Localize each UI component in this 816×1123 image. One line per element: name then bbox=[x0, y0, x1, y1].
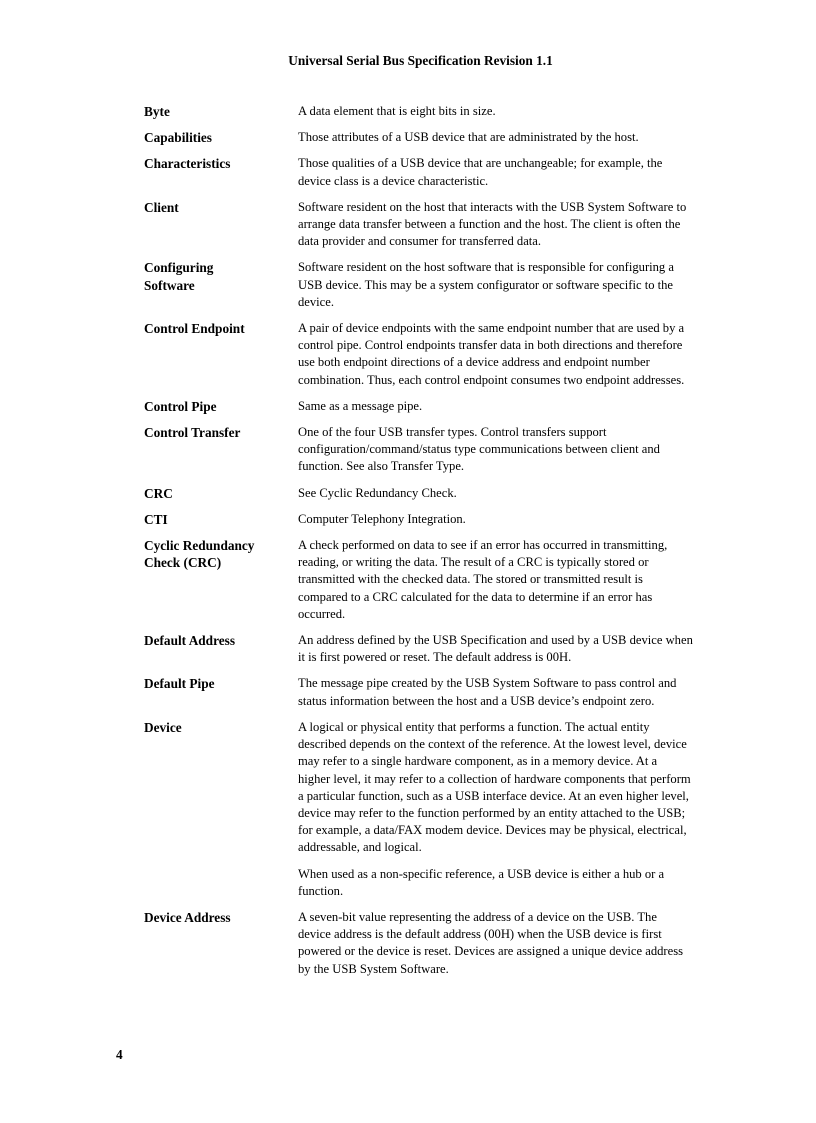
glossary-entry bbox=[144, 719, 722, 900]
definition-line: control pipe. Control endpoints transfer data in both directions and therefore bbox=[298, 338, 683, 353]
term-line: CRC bbox=[144, 485, 173, 501]
definition-line: occurred. bbox=[298, 606, 346, 621]
term-line: Control Endpoint bbox=[144, 321, 245, 337]
glossary-term bbox=[144, 511, 298, 528]
glossary-term bbox=[144, 103, 298, 120]
term-line: Device bbox=[144, 719, 182, 735]
glossary-term bbox=[144, 155, 298, 189]
glossary-entry bbox=[144, 103, 722, 120]
glossary-definition bbox=[298, 398, 722, 415]
term-line: Check (CRC) bbox=[144, 555, 222, 571]
term-line: Default Pipe bbox=[144, 676, 215, 692]
glossary-entry bbox=[144, 398, 722, 415]
glossary-entry bbox=[144, 675, 722, 709]
definition-line: status information between the host and a USB device’s endpoint zero. bbox=[298, 693, 655, 708]
definition-paragraph bbox=[298, 398, 722, 415]
glossary-entry bbox=[144, 259, 722, 311]
definition-paragraph bbox=[298, 675, 722, 709]
glossary-definition bbox=[298, 511, 722, 528]
term-line: Control Transfer bbox=[144, 425, 241, 441]
glossary-term bbox=[144, 485, 298, 502]
definition-line: by the USB System Software. bbox=[298, 961, 449, 976]
glossary-entry bbox=[144, 511, 722, 528]
glossary-definition bbox=[298, 320, 722, 389]
glossary-definition bbox=[298, 199, 722, 251]
glossary-term bbox=[144, 424, 298, 476]
page-number: 4 bbox=[116, 1047, 123, 1062]
glossary-entry bbox=[144, 199, 722, 251]
definition-line: combination. Thus, each control endpoint consumes two endpoint addresses. bbox=[298, 372, 685, 387]
definition-paragraph bbox=[298, 485, 722, 502]
definition-line: function. See also Transfer Type. bbox=[298, 459, 465, 474]
definition-line: device. bbox=[298, 294, 335, 309]
definition-paragraph bbox=[298, 511, 722, 528]
definition-line: a particular function, such as a USB interface device. At an even higher level, bbox=[298, 788, 689, 803]
page-header: Universal Serial Bus Specification Revision 1.1 bbox=[288, 53, 553, 68]
definition-line: it is first powered or reset. The default address is 00H. bbox=[298, 650, 572, 665]
glossary-term bbox=[144, 129, 298, 146]
definition-line: for example, a data/FAX modem device. Devices may be physical, electrical, bbox=[298, 823, 687, 838]
glossary-definition bbox=[298, 259, 722, 311]
definition-line: Those attributes of a USB device that are administrated by the host. bbox=[298, 130, 639, 145]
glossary-term bbox=[144, 320, 298, 389]
term-line: CTI bbox=[144, 511, 168, 527]
term-line: Configuring bbox=[144, 260, 214, 276]
definition-paragraph bbox=[298, 719, 722, 857]
definition-line: device address is the default address (00H) when the USB device is first bbox=[298, 927, 662, 942]
glossary-entry bbox=[144, 155, 722, 189]
definition-line: One of the four USB transfer types. Control transfers support bbox=[298, 425, 607, 440]
glossary-definition bbox=[298, 155, 722, 189]
term-line: Control Pipe bbox=[144, 398, 217, 414]
definition-line: Same as a message pipe. bbox=[298, 398, 423, 413]
definition-line: USB device. This may be a system configurator or software specific to the bbox=[298, 277, 674, 292]
glossary-entry bbox=[144, 129, 722, 146]
glossary-term bbox=[144, 199, 298, 251]
definition-line: may refer to a single hardware component, as in a memory device. At a bbox=[298, 754, 658, 769]
definition-line: The message pipe created by the USB System Software to pass control and bbox=[298, 676, 677, 691]
glossary-entry bbox=[144, 485, 722, 502]
definition-line: A seven-bit value representing the address of a device on the USB. The bbox=[298, 909, 657, 924]
definition-line: powered or the device is reset. Devices are assigned a unique device address bbox=[298, 944, 684, 959]
term-line: Software bbox=[144, 277, 195, 293]
definition-paragraph bbox=[298, 866, 722, 900]
glossary-term bbox=[144, 909, 298, 978]
glossary-definition bbox=[298, 632, 722, 666]
glossary-entry bbox=[144, 424, 722, 476]
glossary-entry bbox=[144, 909, 722, 978]
glossary-entry bbox=[144, 632, 722, 666]
definition-paragraph bbox=[298, 129, 722, 146]
glossary-definition bbox=[298, 129, 722, 146]
term-line: Device Address bbox=[144, 909, 231, 925]
term-line: Default Address bbox=[144, 633, 235, 649]
definition-paragraph bbox=[298, 155, 722, 189]
glossary-term bbox=[144, 259, 298, 311]
definition-line: See Cyclic Redundancy Check. bbox=[298, 485, 457, 500]
definition-line: A check performed on data to see if an error has occurred in transmitting, bbox=[298, 538, 668, 553]
glossary-term bbox=[144, 719, 298, 900]
definition-line: data provider and consumer for transferred data. bbox=[298, 234, 542, 249]
glossary-term bbox=[144, 632, 298, 666]
definition-paragraph bbox=[298, 103, 722, 120]
definition-line: transmitted with the checked data. The stored or transmitted result is bbox=[298, 572, 643, 587]
definition-paragraph bbox=[298, 320, 722, 389]
term-line: Byte bbox=[144, 104, 170, 119]
definition-line: A data element that is eight bits in size. bbox=[298, 104, 496, 118]
definition-line: described depends on the context of the reference. At the lowest level, device bbox=[298, 737, 687, 752]
glossary-term bbox=[144, 675, 298, 709]
definition-line: Those qualities of a USB device that are unchangeable; for example, the bbox=[298, 156, 663, 171]
glossary-definition bbox=[298, 537, 722, 623]
definition-line: compared to a CRC calculated for the data to determine if an error has bbox=[298, 589, 653, 604]
definition-line: higher level, it may refer to a collection of hardware components that perform bbox=[298, 771, 691, 786]
definition-line: Computer Telephony Integration. bbox=[298, 511, 466, 526]
definition-line: A logical or physical entity that performs a function. The actual entity bbox=[298, 719, 650, 734]
definition-paragraph bbox=[298, 424, 722, 476]
glossary-entry bbox=[144, 537, 722, 623]
definition-line: An address defined by the USB Specification and used by a USB device when bbox=[298, 633, 693, 648]
definition-line: When used as a non-specific reference, a USB device is either a hub or a bbox=[298, 866, 665, 881]
term-line: Cyclic Redundancy bbox=[144, 538, 255, 554]
definition-line: configuration/command/status type communications between client and bbox=[298, 442, 660, 457]
glossary-definition bbox=[298, 485, 722, 502]
glossary-definition bbox=[298, 103, 722, 120]
definition-line: device may refer to the function performed by an entity attached to the USB; bbox=[298, 805, 686, 820]
definition-line: Software resident on the host software that is responsible for configuring a bbox=[298, 260, 674, 275]
glossary-definition bbox=[298, 675, 722, 709]
definition-line: A pair of device endpoints with the same endpoint number that are used by a bbox=[298, 321, 685, 336]
definition-paragraph bbox=[298, 909, 722, 978]
term-line: Characteristics bbox=[144, 156, 231, 172]
definition-line: use both endpoint directions of a device address and endpoint number bbox=[298, 355, 650, 370]
glossary-definition bbox=[298, 424, 722, 476]
glossary-entry bbox=[144, 320, 722, 389]
definition-paragraph bbox=[298, 537, 722, 623]
glossary-term bbox=[144, 537, 298, 623]
definition-paragraph bbox=[298, 199, 722, 251]
definition-line: Software resident on the host that interacts with the USB System Software to bbox=[298, 199, 687, 214]
definition-line: function. bbox=[298, 883, 344, 898]
glossary-list bbox=[144, 103, 722, 987]
definition-line: device class is a device characteristic. bbox=[298, 173, 489, 188]
term-line: Capabilities bbox=[144, 130, 212, 146]
definition-paragraph bbox=[298, 632, 722, 666]
glossary-term bbox=[144, 398, 298, 415]
glossary-definition bbox=[298, 909, 722, 978]
definition-line: arrange data transfer between a function and the host. The client is often the bbox=[298, 217, 681, 232]
definition-line: reading, or writing the data. The result of a CRC is typically stored or bbox=[298, 555, 649, 570]
definition-paragraph bbox=[298, 259, 722, 311]
glossary-definition bbox=[298, 719, 722, 900]
definition-line: addressable, and logical. bbox=[298, 840, 422, 855]
term-line: Client bbox=[144, 199, 179, 215]
